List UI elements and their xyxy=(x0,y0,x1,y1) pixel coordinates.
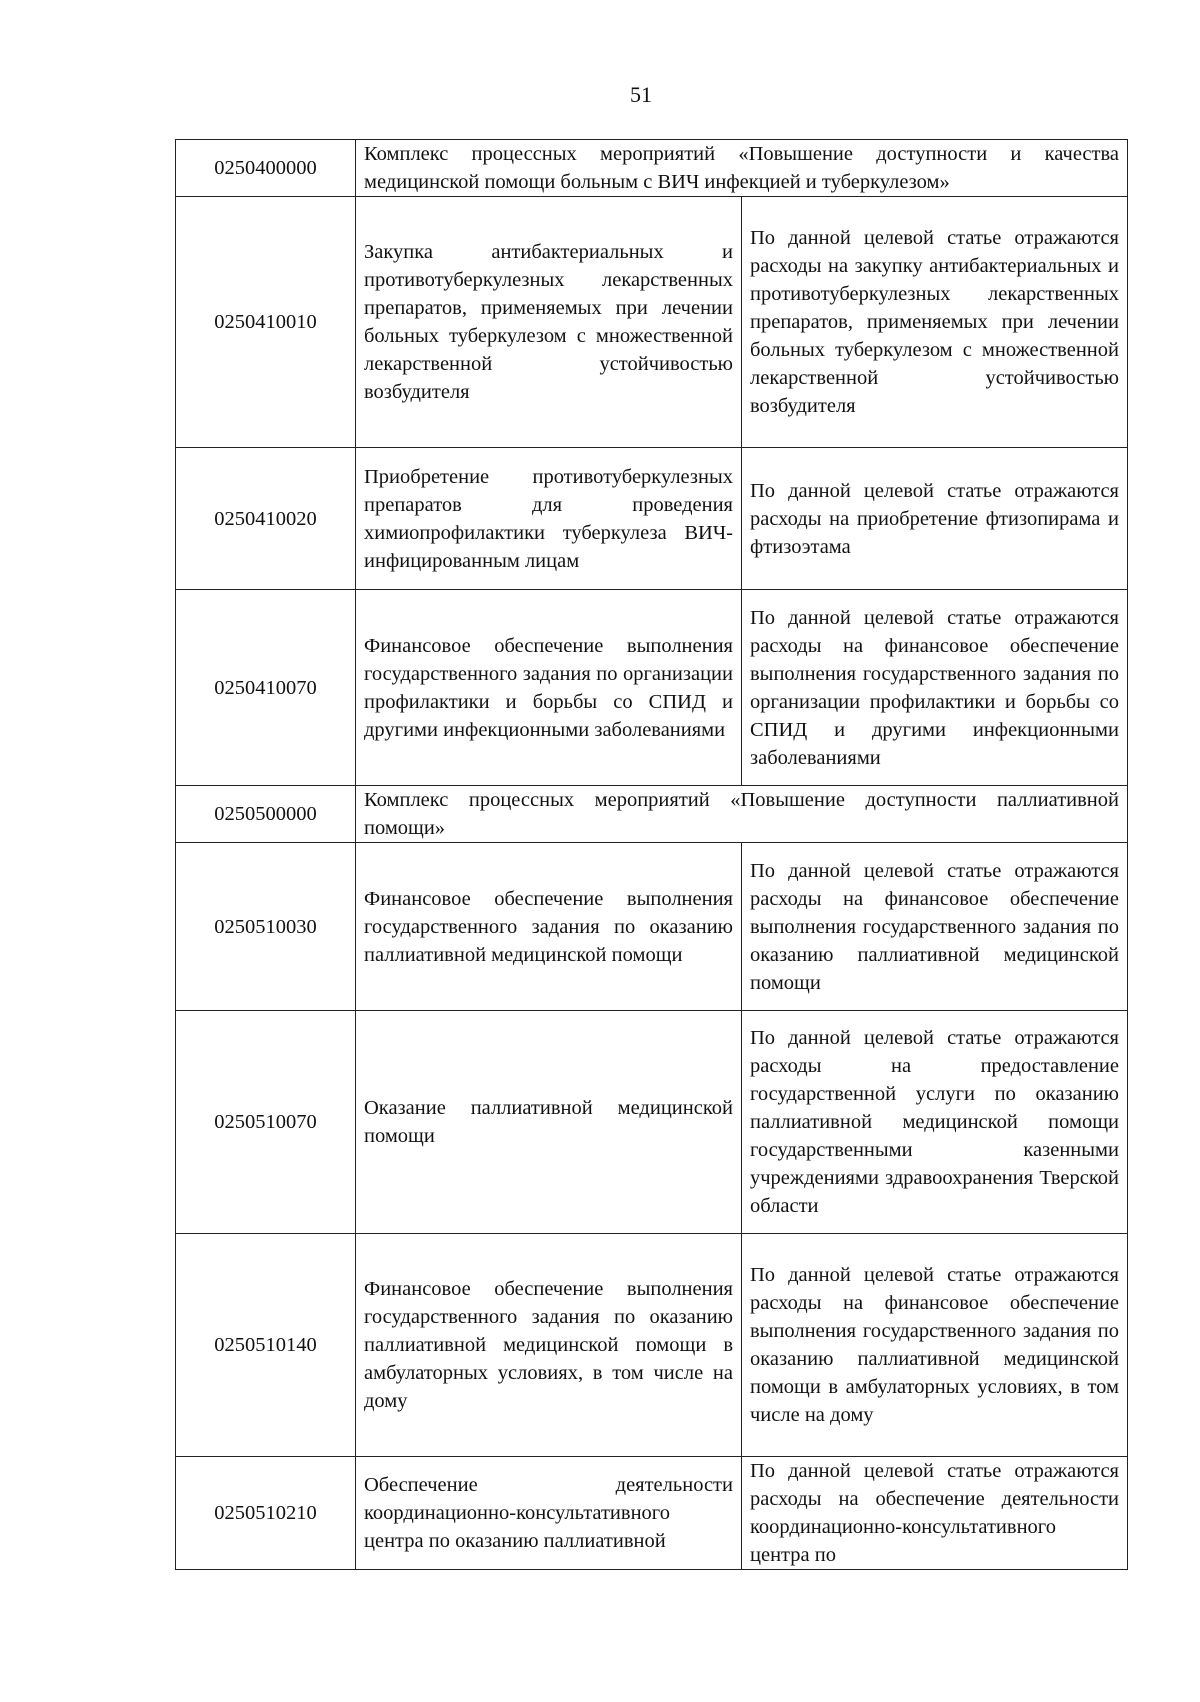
row-name: Финансовое обеспечение выполнения государственного задания по оказанию паллиативной медицинской помощи в амбулаторных условиях, в том числе на дому xyxy=(356,1234,742,1457)
table-row xyxy=(176,140,1128,197)
row-code: 0250410010 xyxy=(176,197,356,448)
row-name: Финансовое обеспечение выполнения государственного задания по оказанию паллиативной медицинской помощи xyxy=(356,843,742,1011)
table-row xyxy=(176,197,1128,448)
row-name: Приобретение противотуберкулезных препаратов для проведения химиопрофилактики туберкулеза ВИЧ-инфицированным лицам xyxy=(356,448,742,590)
row-code: 0250410020 xyxy=(176,448,356,590)
row-code: 0250510030 xyxy=(176,843,356,1011)
target-articles-table xyxy=(175,139,1128,1570)
row-code: 0250500000 xyxy=(176,786,356,843)
table-row xyxy=(176,1011,1128,1234)
row-name: Закупка антибактериальных и противотуберкулезных лекарственных препаратов, применяемых при лечении больных туберкулезом с множественной лекарственной устойчивостью возбудителя xyxy=(356,197,742,448)
table-row xyxy=(176,786,1128,843)
row-code: 0250400000 xyxy=(176,140,356,197)
row-code: 0250410070 xyxy=(176,590,356,786)
row-name: Финансовое обеспечение выполнения государственного задания по организации профилактики и борьбы со СПИД и другими инфекционными заболеваниями xyxy=(356,590,742,786)
table-row xyxy=(176,1234,1128,1457)
row-description: По данной целевой статье отражаются расходы на обеспечение деятельности координационно-консультативного центра по xyxy=(742,1457,1128,1570)
table-row xyxy=(176,590,1128,786)
row-description: По данной целевой статье отражаются расходы на финансовое обеспечение выполнения государственного задания по оказанию паллиативной медицинской помощи xyxy=(742,843,1128,1011)
row-description: По данной целевой статье отражаются расходы на приобретение фтизопирама и фтизоэтама xyxy=(742,448,1128,590)
row-name: Оказание паллиативной медицинской помощи xyxy=(356,1011,742,1234)
page-number: 51 xyxy=(630,82,652,107)
row-code: 0250510210 xyxy=(176,1457,356,1570)
row-description: По данной целевой статье отражаются расходы на закупку антибактериальных и противотуберкулезных лекарственных препаратов, применяемых при лечении больных туберкулезом с множественной лекарственной устойчивостью возбудителя xyxy=(742,197,1128,448)
row-code: 0250510070 xyxy=(176,1011,356,1234)
table-row xyxy=(176,843,1128,1011)
group-title: Комплекс процессных мероприятий «Повышение доступности и качества медицинской помощи больным с ВИЧ инфекцией и туберкулезом» xyxy=(356,140,1128,197)
row-name: Обеспечение деятельности координационно-консультативного центра по оказанию паллиативной xyxy=(356,1457,742,1570)
row-code: 0250510140 xyxy=(176,1234,356,1457)
row-description: По данной целевой статье отражаются расходы на финансовое обеспечение выполнения государственного задания по оказанию паллиативной медицинской помощи в амбулаторных условиях, в том числе на дому xyxy=(742,1234,1128,1457)
table-row xyxy=(176,1457,1128,1570)
row-description: По данной целевой статье отражаются расходы на финансовое обеспечение выполнения государственного задания по организации профилактики и борьбы со СПИД и другими инфекционными заболеваниями xyxy=(742,590,1128,786)
table-row xyxy=(176,448,1128,590)
row-description: По данной целевой статье отражаются расходы на предоставление государственной услуги по оказанию паллиативной медицинской помощи государственными казенными учреждениями здравоохранения Тверской области xyxy=(742,1011,1128,1234)
group-title: Комплекс процессных мероприятий «Повышение доступности паллиативной помощи» xyxy=(356,786,1128,843)
